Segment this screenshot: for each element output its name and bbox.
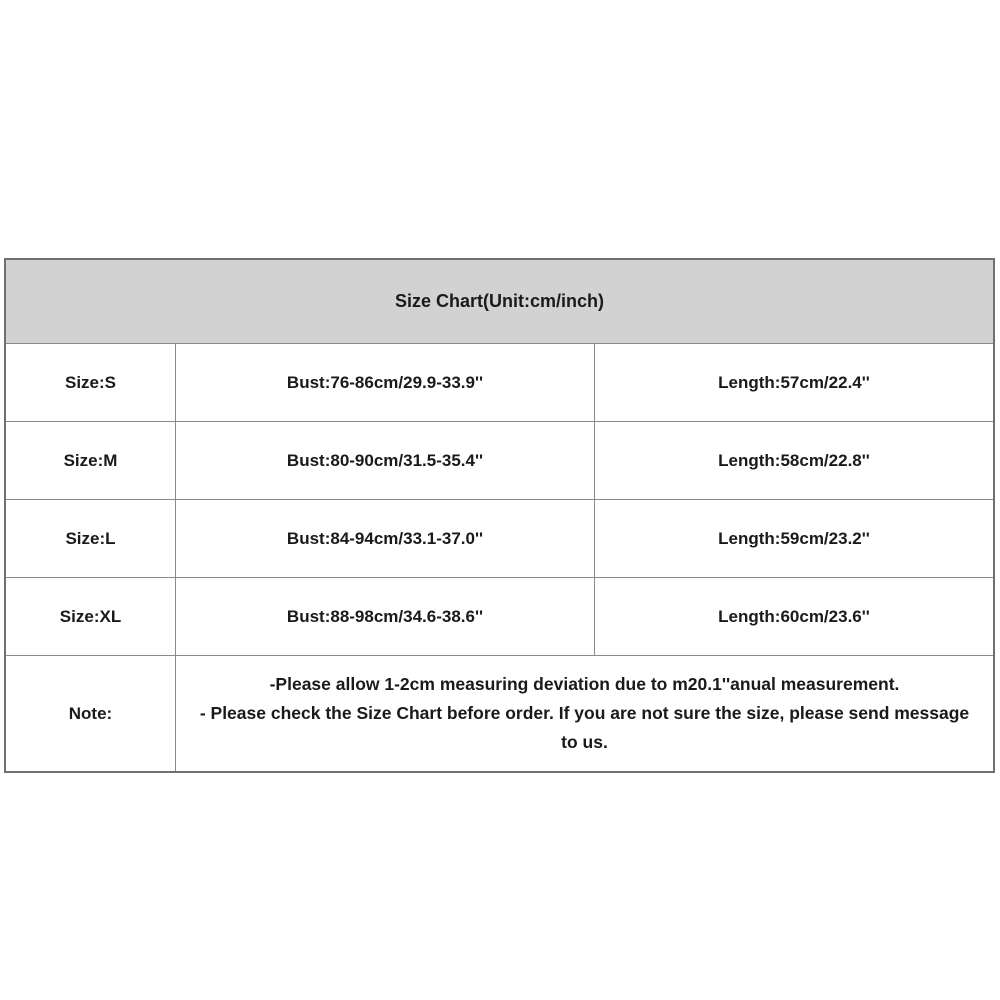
- size-cell: Size:XL: [6, 578, 176, 655]
- bust-cell: Bust:84-94cm/33.1-37.0'': [176, 500, 595, 577]
- table-row-size-s: [6, 344, 993, 422]
- table-row-size-m: [6, 422, 993, 500]
- table-row-size-xl: [6, 578, 993, 656]
- note-line-deviation: -Please allow 1-2cm measuring deviation due to m20.1''anual measurement.: [269, 674, 900, 694]
- length-cell: Length:57cm/22.4'': [718, 372, 870, 392]
- size-chart-title: Size Chart(Unit:cm/inch): [6, 260, 993, 344]
- size-cell: Size:L: [6, 500, 176, 577]
- size-chart-table: [4, 258, 995, 773]
- bust-cell: Bust:88-98cm/34.6-38.6'': [176, 578, 595, 655]
- bust-cell: Bust:80-90cm/31.5-35.4'': [176, 422, 595, 499]
- length-cell: Length:59cm/23.2'': [718, 528, 870, 548]
- note-label: Note:: [6, 656, 176, 771]
- note-line-check-size: - Please check the Size Chart before order. If you are not sure the size, please send message to us.: [199, 703, 970, 752]
- size-cell: Size:S: [6, 344, 176, 421]
- length-cell: Length:60cm/23.6'': [718, 606, 870, 626]
- bust-cell: Bust:76-86cm/29.9-33.9'': [176, 344, 595, 421]
- note-row: [6, 656, 993, 771]
- table-row-size-l: [6, 500, 993, 578]
- note-text: [176, 656, 993, 771]
- length-cell: Length:58cm/22.8'': [718, 450, 870, 470]
- size-cell: Size:M: [6, 422, 176, 499]
